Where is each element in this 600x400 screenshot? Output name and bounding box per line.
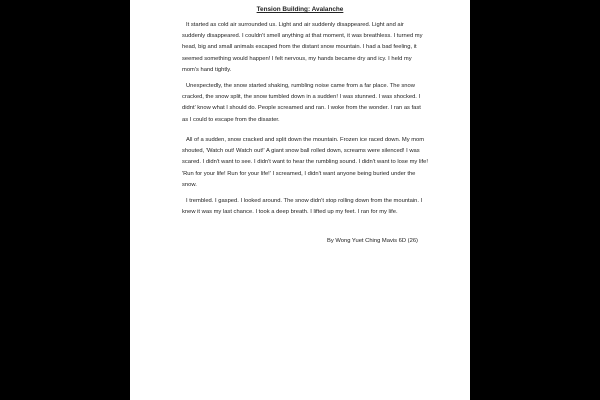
paragraph-1: It started as cold air surrounded us. Light and air suddenly disappeared. Light and air suddenly disappeared. I couldn't smell anything at that moment, it was breathless. I turned my head, big and small animals escaped from the distant snow mountain. I had a bad feeling, it seemed something would happen! I felt nervous, my hands became dry and icy. I held my mom's hand tightly.: [182, 22, 423, 73]
paragraph-3: All of a sudden, snow cracked and split down the mountain. Frozen ice raced down. My mom shouted, 'Watch out! Watch out!' A giant snow ball rolled down, screams were silenced! I was scared. I didn't want to see. I didn't want to hear the rumbling sound. I didn't want to lose my life! 'Run for your life! Run for your life!' I screamed, I didn't want anyone being buried under the snow.: [182, 137, 428, 188]
author-signature: By Wong Yuet Ching Mavis 6D (26): [327, 238, 418, 244]
document-page: [130, 0, 470, 400]
paragraph-4: I trembled. I gasped. I looked around. The snow didn't stop rolling down from the mountain. I knew it was my last chance. I took a deep breath. I lifted up my feet. I ran for my life.: [182, 198, 423, 216]
document-title: Tension Building: Avalanche: [256, 6, 344, 13]
paragraph-2: Unexpectedly, the snow started shaking, rumbling noise came from a far place. The snow cracked, the snow split, the snow tumbled down in a sudden! I was stunned. I was shocked. I didnt' know what I should do. People screamed and ran. I woke from the wonder. I ran as fast as I could to escape from the disaster.: [182, 83, 421, 123]
